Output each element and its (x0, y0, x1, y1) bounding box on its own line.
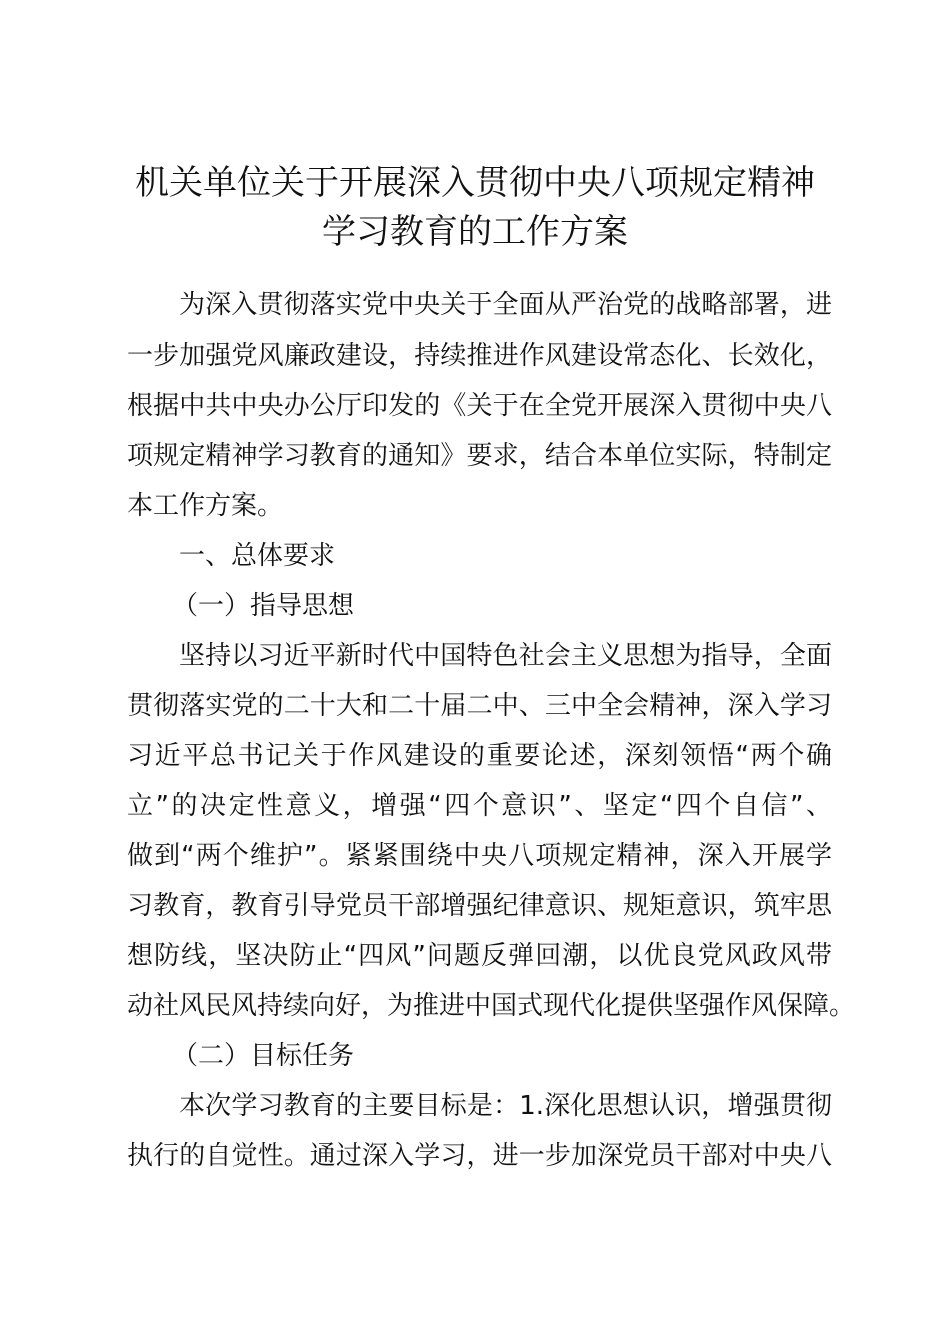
guiding-line-4: 立”的决定性意义，增强“四个意识”、坚定“四个自信”、 (127, 791, 832, 821)
intro-line-4: 项规定精神学习教育的通知》要求，结合本单位实际，特制定 (127, 441, 832, 471)
subsection-heading-2: （二）目标任务 (172, 1041, 355, 1071)
guiding-line-8: 动社风民风持续向好，为推进中国式现代化提供坚强作风保障。 (127, 991, 856, 1021)
intro-line-2: 一步加强党风廉政建设，持续推进作风建设常态化、长效化， (127, 341, 832, 371)
guiding-line-5: 做到“两个维护”。紧紧围绕中央八项规定精神，深入开展学 (127, 841, 832, 871)
guiding-line-6: 习教育，教育引导党员干部增强纪律意识、规矩意识，筑牢思 (127, 891, 832, 921)
document-title-line-2: 学习教育的工作方案 (322, 212, 628, 252)
guiding-line-7: 想防线，坚决防止“四风”问题反弹回潮，以优良党风政风带 (127, 941, 832, 971)
goals-line-1: 本次学习教育的主要目标是：1.深化思想认识，增强贯彻 (179, 1091, 832, 1121)
document-title-line-1: 机关单位关于开展深入贯彻中央八项规定精神 (135, 163, 815, 203)
intro-line-5: 本工作方案。 (127, 491, 284, 521)
subsection-heading-1: （一）指导思想 (172, 591, 355, 621)
intro-line-1: 为深入贯彻落实党中央关于全面从严治党的战略部署，进 (179, 290, 832, 320)
section-heading-1: 一、总体要求 (179, 541, 336, 571)
goals-line-2: 执行的自觉性。通过深入学习，进一步加深党员干部对中央八 (127, 1141, 832, 1171)
guiding-line-2: 贯彻落实党的二十大和二十届二中、三中全会精神，深入学习 (127, 691, 832, 721)
guiding-line-1: 坚持以习近平新时代中国特色社会主义思想为指导，全面 (179, 641, 832, 671)
intro-line-3: 根据中共中央办公厅印发的《关于在全党开展深入贯彻中央八 (127, 391, 832, 421)
guiding-line-3: 习近平总书记关于作风建设的重要论述，深刻领悟“两个确 (127, 741, 832, 771)
